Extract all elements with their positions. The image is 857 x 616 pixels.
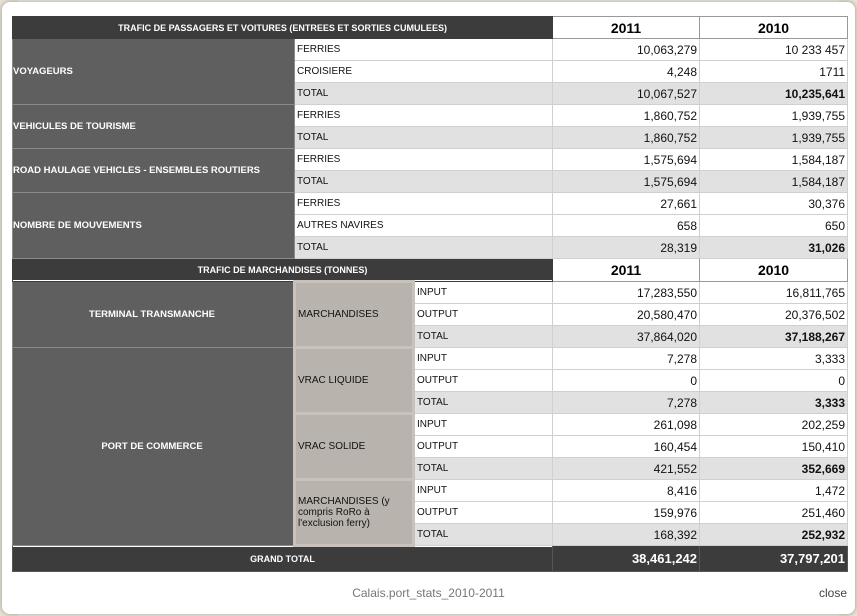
row-label: TOTAL (295, 83, 553, 105)
value-2010: 30,376 (700, 193, 848, 215)
value-2010: 150,410 (700, 436, 848, 458)
value-2010: 252,932 (700, 524, 848, 546)
value-2010: 352,669 (700, 458, 848, 480)
row-label: FERRIES (295, 193, 553, 215)
year-header-2011: 2011 (553, 17, 700, 39)
value-2011: 658 (553, 215, 700, 237)
grand-total-2010: 37,797,201 (700, 546, 848, 572)
table-row (13, 282, 848, 304)
value-2010: 20,376,502 (700, 304, 848, 326)
port-stats-table (12, 16, 848, 572)
passenger-header-row (13, 17, 848, 39)
value-2010: 37,188,267 (700, 326, 848, 348)
grand-total-2011: 38,461,242 (553, 546, 700, 572)
value-2010: 1,584,187 (700, 149, 848, 171)
row-label: FERRIES (295, 149, 553, 171)
value-2011: 10,063,279 (553, 39, 700, 61)
value-2011: 1,860,752 (553, 105, 700, 127)
subcategory-label: VRAC LIQUIDE (295, 348, 414, 414)
row-label: INPUT (414, 282, 553, 304)
table-row (13, 348, 848, 370)
row-label: INPUT (414, 348, 553, 370)
value-2011: 27,661 (553, 193, 700, 215)
row-label: TOTAL (414, 392, 553, 414)
row-label: FERRIES (295, 105, 553, 127)
value-2010: 1,939,755 (700, 105, 848, 127)
table-row (13, 149, 848, 171)
row-label: TOTAL (295, 127, 553, 149)
subcategory-label: MARCHANDISES (295, 282, 414, 348)
category-label: NOMBRE DE MOUVEMENTS (13, 193, 295, 259)
row-label: OUTPUT (414, 436, 553, 458)
value-2011: 28,319 (553, 237, 700, 259)
section-title: TRAFIC DE PASSAGERS ET VOITURES (ENTREES ET SORTIES CUMULEES) (13, 17, 553, 39)
value-2011: 160,454 (553, 436, 700, 458)
value-2011: 10,067,527 (553, 83, 700, 105)
row-label: TOTAL (295, 237, 553, 259)
table-row (13, 193, 848, 215)
row-label: FERRIES (295, 39, 553, 61)
category-label: PORT DE COMMERCE (13, 348, 295, 546)
row-label: AUTRES NAVIRES (295, 215, 553, 237)
subcategory-label: VRAC SOLIDE (295, 414, 414, 480)
stats-table-image (12, 16, 847, 580)
category-label: VOYAGEURS (13, 39, 295, 105)
row-label: INPUT (414, 480, 553, 502)
value-2011: 1,575,694 (553, 171, 700, 193)
value-2011: 37,864,020 (553, 326, 700, 348)
row-label: OUTPUT (414, 502, 553, 524)
value-2011: 8,416 (553, 480, 700, 502)
grand-total-row (13, 546, 848, 572)
close-button[interactable]: close (818, 586, 847, 600)
grand-total-label: GRAND TOTAL (13, 546, 553, 572)
value-2011: 1,860,752 (553, 127, 700, 149)
value-2011: 20,580,470 (553, 304, 700, 326)
value-2010: 10 233 457 (700, 39, 848, 61)
value-2010: 1,472 (700, 480, 848, 502)
value-2010: 3,333 (700, 348, 848, 370)
goods-header-row (13, 259, 848, 282)
row-label: CROISIERE (295, 61, 553, 83)
value-2010: 202,259 (700, 414, 848, 436)
value-2011: 7,278 (553, 392, 700, 414)
category-label: ROAD HAULAGE VEHICLES - ENSEMBLES ROUTIERS (13, 149, 295, 193)
row-label: INPUT (414, 414, 553, 436)
value-2010: 1711 (700, 61, 848, 83)
value-2011: 159,976 (553, 502, 700, 524)
year-header-2010: 2010 (700, 17, 848, 39)
table-row (13, 105, 848, 127)
value-2010: 16,811,765 (700, 282, 848, 304)
value-2011: 421,552 (553, 458, 700, 480)
category-label: TERMINAL TRANSMANCHE (13, 282, 295, 348)
image-caption: Calais.port_stats_2010-2011 (352, 586, 505, 600)
row-label: OUTPUT (414, 370, 553, 392)
value-2010: 10,235,641 (700, 83, 848, 105)
value-2010: 1,584,187 (700, 171, 848, 193)
table-row (13, 39, 848, 61)
value-2011: 0 (553, 370, 700, 392)
value-2010: 650 (700, 215, 848, 237)
value-2010: 0 (700, 370, 848, 392)
value-2010: 3,333 (700, 392, 848, 414)
row-label: TOTAL (414, 326, 553, 348)
lightbox-modal (2, 2, 855, 614)
row-label: TOTAL (295, 171, 553, 193)
row-label: TOTAL (414, 524, 553, 546)
value-2011: 261,098 (553, 414, 700, 436)
value-2010: 1,939,755 (700, 127, 848, 149)
value-2011: 168,392 (553, 524, 700, 546)
category-label: VEHICULES DE TOURISME (13, 105, 295, 149)
value-2011: 1,575,694 (553, 149, 700, 171)
subcategory-label: MARCHANDISES (y compris RoRo à l'exclusion ferry) (295, 480, 414, 546)
value-2011: 7,278 (553, 348, 700, 370)
value-2011: 17,283,550 (553, 282, 700, 304)
value-2010: 31,026 (700, 237, 848, 259)
value-2011: 4,248 (553, 61, 700, 83)
row-label: OUTPUT (414, 304, 553, 326)
section-title: TRAFIC DE MARCHANDISES (TONNES) (13, 259, 553, 282)
year-header-2010: 2010 (700, 259, 848, 282)
value-2010: 251,460 (700, 502, 848, 524)
row-label: TOTAL (414, 458, 553, 480)
year-header-2011: 2011 (553, 259, 700, 282)
